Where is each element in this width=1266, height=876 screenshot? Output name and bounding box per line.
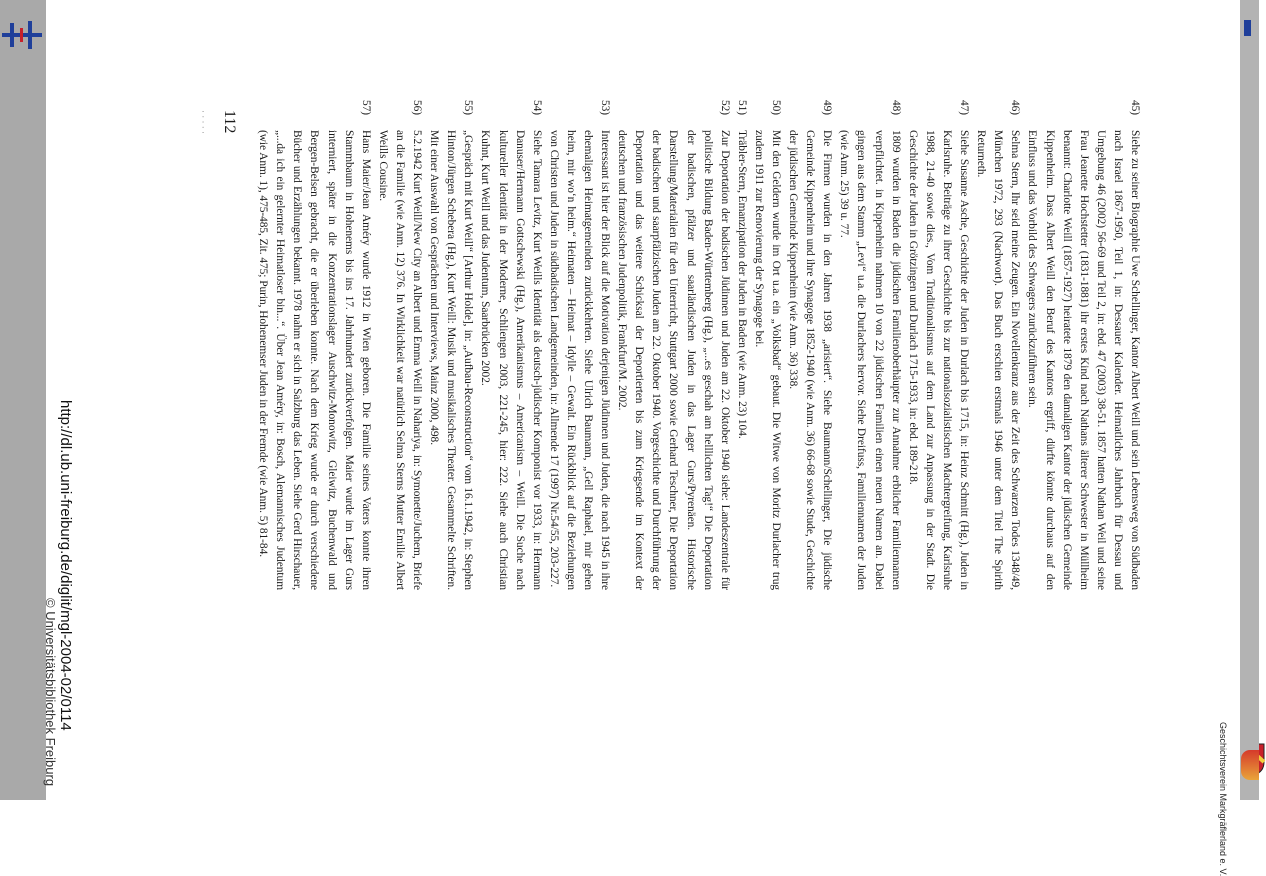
ub-freiburg-logo-icon — [2, 18, 42, 52]
footnote-number: 51) — [735, 100, 748, 116]
source-url[interactable]: http://dl.ub.uni-freiburg.de/diglit/mgl-2004-02/0114 — [57, 400, 74, 731]
viewer-round-badge — [1241, 750, 1259, 780]
footnote-number: 49) — [821, 100, 834, 116]
footnote — [425, 100, 476, 590]
footnote-text: Träbler-Stern, Emanzipation der Juden in Baden (wie Anm. 23) 104. — [735, 130, 748, 439]
footnote — [904, 100, 972, 590]
footnote-number: 48) — [889, 100, 902, 116]
footnote-number: 46) — [1009, 100, 1022, 116]
footnote — [733, 100, 750, 590]
copyright-notice: © Universitätsbibliothek Freiburg — [43, 598, 58, 787]
footnote-text: Siehe Susanne Asche, Geschichte der Juden in Durlach bis 1715, in: Heinz Schmitt (Hg.), Juden in Karlsruhe. Beiträge zu ihrer Geschichte bis zur nationalsozialistischen Machtergreifung, Karlsruhe 1988, 21-40 sowie dies., Vom Traditionalismus auf dem Land zur Anpassung in der Stadt. Die Geschichte der Juden in Grötzingen und Durlach 1715-1933, in: ebd. 189-218. — [906, 130, 971, 590]
footnote-text: „Gespräch mit Kurt Weill“ [Arthur Holde], in: „Aufbau-Reconstruction“ vom 16.1.1942, in: Stephen Hinton/Jürgen Schebera (Hg.), Kurt Weill: Musik und musikalisches Theater. Gesammelte Schriften. Mit einer Auswahl von Gesprächen und Interviews, Mainz 2000, 498. — [428, 130, 475, 590]
footnote-number: 45) — [1129, 100, 1141, 116]
footnote-number: 53) — [599, 100, 612, 116]
footnote-text: Siehe Tamara Levitz, Kurt Weills Identität als deutsch-jüdischer Komponist vor 1933, in: Hermann Danuser/Hermann Gottschewski (Hg.), Amerikanismus – Americanism – Weill. Die Suche nach kultureller Identität in der Moderne, Schliengen 2003, 221-245, hier: 222. Siehe auch Christian Kuhnt, Kurt Weill und das Judentum, Saarbrücken 2002. — [479, 130, 543, 590]
footnote — [784, 100, 835, 590]
footnote-number: 57) — [359, 100, 372, 116]
footnote — [613, 100, 733, 590]
footnote-text: 5.2.1942 Kurt Weill/New City an Albert und Emma Weill in Nahariya, in: Symonette/Juchem, Briefe an die Familie (wie Anm. 12) 376. In Wirklichkeit war natürlich Selma Sterns Mutter Emilie Albert Weills Cousine. — [376, 130, 424, 590]
document-page — [43, 0, 1240, 876]
footnote-list — [254, 100, 1143, 590]
rotated-page-content — [183, 100, 1143, 590]
footnote-number: 55) — [462, 100, 475, 116]
footnote — [476, 100, 544, 590]
footnote — [1023, 100, 1143, 590]
verein-label: Geschichtsverein Markgräflerland e. V. — [1218, 722, 1228, 876]
footnote-text: Siehe zu seiner Biographie Uwe Schellinger, Kantor Albert Weill und sein Lebensweg von Südbaden nach Israel 1867-1950, Teil 1, in: Dessauer Kalender. Heimatliches Jahrbuch für Dessau und Umgebung 46 (2002) 56-69 und Teil 2, in: ebd. 47 (2003) 38-51. 1857 hatten Nathan Weil und seine Frau Jeanette Hochstetter (1831-1881) ihr erstes Kind nach Nathans älterer Schwester in Müllheim benannt: Charlotte Weill (1857-1927) heiratete 1879 den damaligen Kantor der jüdischen Gemeinde Kippenheim. Dass Albert Weill den Beruf des Kantors ergriff, dürfte könnte durchaus auf den Einfluss und das Vorbild des Schwagers zurückzuführen sein. — [1026, 130, 1141, 590]
footnote-text: Zur Deportation der badischen Jüdinnen und Juden am 22. Oktober 1940 siehe: Landeszentrale für politische Bildung Baden-Württemberg (Hg.), „...es geschah am helllichten Tag!“ Die Deportation der badischen, pfälzer und saarländischen Juden in das Lager Gurs/Pyrenäen. Historische Darstellung/Materialien für den Unterricht, Stuttgart 2000 sowie Gerhard Teschner, Die Deportation der badischen und saarpfälzischen Juden am 22. Oktober 1940. Vorgeschichte und Durchführung der Deportation und das weitere Schicksal der Deportierten bis zum Kriegsende im Kontext der deutschen und französischen Judenpolitik, Frankfurt/M. 2002. — [616, 130, 731, 590]
footnote-text: Mit den Geldern wurde im Ort u.a. ein „Volksbad“ gebaut. Die Witwe von Moritz Durlacher trug zudem 1911 zur Renovierung der Synagoge bei. — [752, 130, 783, 590]
page-number: 112 — [221, 110, 238, 134]
footnote-number: 52) — [718, 100, 731, 116]
footnote-text: Hans Maier/Jean Améry wurde 1912 in Wien geboren. Die Familie seines Vaters konnte ihren Stammbaum in Hohenems bis ins 17. Jahrhundert zurückverfolgen. Maier wurde im Lager Gurs interniert, später in die Konzentrationslager Auschwitz-Monowitz, Gleiwitz, Buchenwald und Bergen-Belsen gebracht, die er überleben konnte. Nach dem Krieg wurde er durch verschiedene Bücher und Erzählungen bekannt. 1978 nahm er sich in Salzburg das Leben. Siehe Gerd Hirschauer, „...da ich ein gelernter Heimatloser bin...“. Über Jean Améry, in: Bosch, Alemannisches Judentum (wie Anm. 1), 475-485, Zit. 475; Purin, Hohenemser Juden in der Fremde (wie Anm. 5) 81-84. — [257, 130, 372, 590]
footnote — [972, 100, 1023, 590]
footnote — [835, 100, 903, 590]
viewer-right-marker — [1244, 20, 1251, 36]
footnote-text: 1809 wurden in Baden die jüdischen Familienoberhäupter zur Annahme erblicher Familiennamen verpflichtet. in Kippenheim nahmen 10 von 22 jüdischen Familien einen neuen Namen an. Dabei gingen aus dem Stamm „Levi“ u.a. die Durlachers hervor. Siehe Dreifuss, Familiennamen der Juden (wie Anm. 25) 39 u. 77. — [838, 130, 902, 590]
footnote-number: 54) — [530, 100, 543, 116]
footnote-number: 47) — [958, 100, 971, 116]
footnote-number: 50) — [770, 100, 783, 116]
footnote-text: Interessant ist hier der Blick auf die Motivation derjenigen Jüdinnen und Juden, die nach 1945 in ihre ehemaligen Heimatgemeinden zurückkehrten. Siehe Ulrich Baumann, „Gell Raphael, mir gehen heim, mir wo‘n heim.“ Heimaten – Heimat – Idylle – Gewalt. Ein Rückblick auf die Beziehungen von Christen und Juden in südbadischen Landgemeinden, in: Allmende 17 (1997) Nr.54/55, 203-227. — [547, 130, 612, 590]
footnote-number: 56) — [411, 100, 424, 116]
footnote-text: Selma Stern, Ihr seid meine Zeugen. Ein Novellenkranz aus der Zeit des Schwarzen Todes 1348/49, München 1972, 293 (Nachwort). Das Buch erschien erstmals 1946 unter dem Titel The Spirith Returneth. — [975, 130, 1022, 590]
viewer-right-strip — [1240, 0, 1259, 800]
footnote — [254, 100, 374, 590]
footnote — [750, 100, 784, 590]
footnote — [545, 100, 613, 590]
viewer-left-strip — [0, 0, 46, 800]
page-number-dots: · · · · · — [198, 110, 208, 134]
footnote-text: Die Firmen wurden in den Jahren 1938 „arisiert“. Siehe Baumann/Schellinger, Die jüdische Gemeinde Kippenheim und ihre Synagoge 1852-1940 (wie Anm. 36) 66-68 sowie Stude, Geschichte der jüdischen Gemeinde Kippenheim (wie Anm. 36) 338. — [787, 130, 834, 590]
footnote — [374, 100, 425, 590]
